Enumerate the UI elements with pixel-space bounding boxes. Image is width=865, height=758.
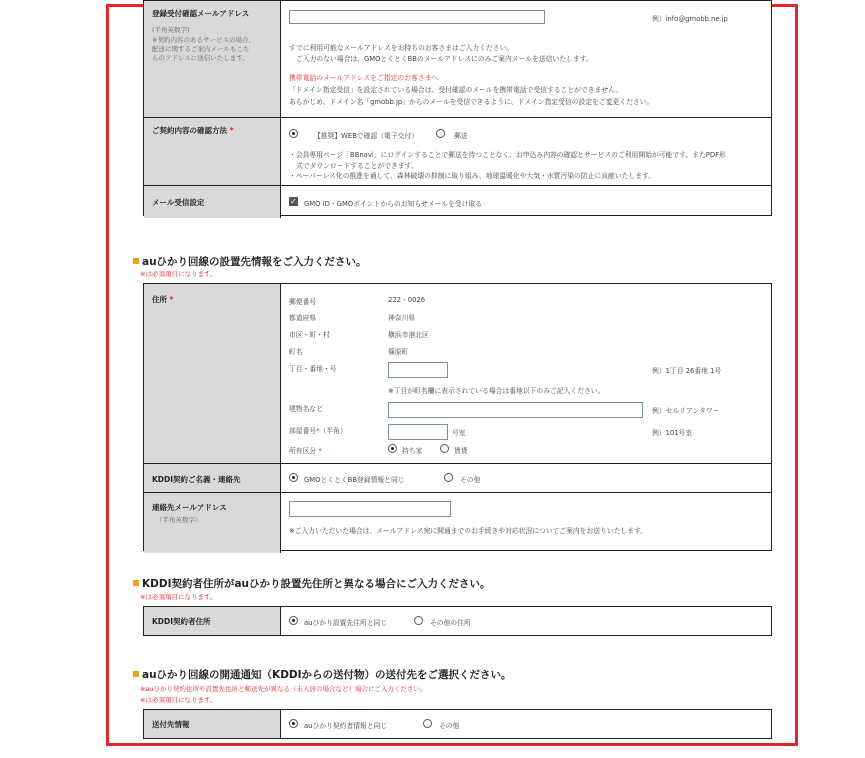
kddi-address-row	[144, 607, 771, 635]
kddi-address-header	[144, 607, 281, 635]
mail-setting-check-label[interactable]: GMO ID・GMOポイントからのお知らせメールを受け取る	[304, 200, 482, 208]
room-suffix: 号室	[452, 429, 466, 437]
confirm-desc3: ・ペーパーレス化の推進を通して、森林破壊の抑制に取り組み、地球温暖化や大気・水質汚染の防止に貢献いたします。	[289, 172, 656, 180]
kddi-contact-same-label[interactable]: GMOとくとくBB登録情報と同じ	[304, 476, 405, 484]
notice-table	[143, 709, 772, 739]
postal-label: 郵便番号	[289, 298, 317, 306]
confirm-mail-radio[interactable]	[436, 129, 445, 138]
notice-same-label[interactable]: auひかり契約者情報と同じ	[304, 722, 388, 730]
contact-email-row	[144, 492, 771, 553]
notice-header	[144, 710, 281, 738]
confirm-mail-label[interactable]: 郵送	[454, 132, 468, 140]
notice-same-radio[interactable]	[289, 719, 298, 728]
mail-setting-checkbox[interactable]: ✓	[290, 197, 297, 206]
kddi-contact-other-label[interactable]: その他	[460, 476, 481, 484]
confirm-row	[144, 117, 771, 186]
install-table	[143, 283, 772, 551]
kddi-address-same-radio[interactable]	[289, 616, 298, 625]
room-label: 部屋番号*（半角）	[289, 427, 347, 435]
email-row	[144, 1, 771, 117]
email-input[interactable]	[289, 10, 545, 24]
notice-row	[144, 710, 771, 738]
email-desc1: すでに利用可能なメールアドレスをお持ちのお客さまはご入力ください。	[289, 44, 514, 52]
install-section-title: auひかり回線の設置先情報をご入力ください。	[133, 254, 367, 269]
address-label: 住所 *	[152, 295, 174, 304]
block-note: ※丁目が町名欄に表示されている場合は番地以下のみご記入ください。	[388, 387, 605, 395]
building-input[interactable]	[388, 402, 643, 418]
owner-rent-radio[interactable]	[440, 444, 449, 453]
kddi-address-same-label[interactable]: auひかり設置先住所と同じ	[304, 619, 388, 627]
kddi-address-table	[143, 606, 772, 636]
address-row	[144, 284, 771, 463]
notice-other-radio[interactable]	[423, 719, 432, 728]
owner-label: 所有区分 *	[289, 447, 322, 455]
mail-setting-header	[144, 186, 281, 218]
contact-email-label: 連絡先メールアドレス	[152, 503, 227, 512]
contact-email-header	[144, 493, 281, 553]
kddi-address-other-radio[interactable]	[414, 616, 423, 625]
mobile-title: 携帯電話のメールアドレスをご指定のお客さまへ	[289, 74, 439, 82]
email-desc2: ご入力のない場合は、GMOとくとくBBのメールアドレスにのみご案内メールを送信いたします。	[296, 55, 593, 63]
town-label: 町名	[289, 348, 303, 356]
mail-setting-row	[144, 185, 771, 218]
kddi-address-required-note: ※は必須項目になります。	[140, 593, 217, 601]
block-input[interactable]	[388, 362, 448, 378]
room-input[interactable]	[388, 424, 448, 440]
email-table	[143, 0, 772, 216]
owner-own-label[interactable]: 持ち家	[402, 447, 423, 455]
notice-section-title: auひかり回線の開通通知（KDDIからの送付物）の送付先をご選択ください。	[133, 667, 512, 682]
building-example: 例）セルリアンタワー	[652, 407, 720, 415]
confirm-label: ご契約内容の確認方法 *	[152, 126, 234, 135]
email-sub2: ※契約内容のあるサービスの場合、	[152, 36, 255, 44]
city-value: 横浜市港北区	[388, 331, 429, 339]
notice-note1: ※auひかり契約住所や設置先住所と郵送先が異なる（未入居の場合など）場合にご入力ください。	[140, 685, 427, 693]
email-sub3: 配送に関するご案内メールもこち	[152, 45, 250, 53]
kddi-contact-label: KDDI契約ご名義・連絡先	[152, 475, 241, 484]
kddi-contact-row	[144, 463, 771, 493]
kddi-contact-other-radio[interactable]	[444, 473, 453, 482]
kddi-address-label: KDDI契約者住所	[152, 617, 211, 626]
mail-setting-label: メール受信設定	[152, 198, 205, 207]
mobile-desc1: 「ドメイン指定受信」を設定されている場合は、受付確認のメールを携帯電話で受信することができません。	[289, 86, 623, 94]
city-label: 市区・町・村	[289, 331, 330, 339]
pref-value: 神奈川県	[388, 314, 416, 322]
kddi-contact-header	[144, 464, 281, 493]
pref-label: 都道府県	[289, 314, 317, 322]
room-example: 例）101号室	[652, 429, 693, 437]
email-sub4: らのアドレスに送信いたします。	[152, 54, 249, 62]
email-example: 例）info@gmobb.ne.jp	[652, 15, 728, 23]
contact-email-input[interactable]	[289, 501, 451, 517]
block-example: 例）1丁目 26番地 1号	[652, 367, 722, 375]
confirm-desc1: ・会員専用ページ「BBnavi」にログインすることで郵送を待つことなく、お申込み内容の確認とサービスのご利用開始が可能です。またPDF形	[289, 151, 726, 159]
notice-other-label[interactable]: その他	[439, 722, 460, 730]
confirm-web-radio[interactable]	[289, 129, 298, 138]
mobile-desc2: あらかじめ、ドメイン名「gmobb.jp」からのメールを受信できるように、ドメイン指定受信の設定をご変更ください。	[289, 98, 654, 106]
contact-email-desc: ※ご入力いただいた場合は、メールアドレス宛に開通までのお手続きや対応状況についてご案内をお送りいたします。	[289, 527, 648, 535]
address-header	[144, 284, 281, 463]
postal-value: 222 - 0026	[388, 296, 426, 304]
contact-email-sub: （半角英数字）	[156, 516, 202, 524]
notice-label: 送付先情報	[152, 720, 190, 729]
owner-rent-label[interactable]: 賃貸	[454, 447, 468, 455]
email-sub1: (半角英数字)	[152, 26, 190, 34]
owner-own-radio[interactable]	[388, 444, 397, 453]
notice-note2: ※は必須項目になります。	[140, 696, 217, 704]
confirm-web-label[interactable]: 【推奨】WEBで確認（電子交付）	[314, 132, 419, 140]
email-label: 登録受付確認メールアドレス	[152, 9, 250, 18]
building-label: 建物名など	[289, 405, 323, 413]
confirm-header	[144, 118, 281, 186]
install-required-note: ※は必須項目になります。	[140, 270, 217, 278]
kddi-address-section-title: KDDI契約者住所がauひかり設置先住所と異なる場合にご入力ください。	[133, 576, 491, 591]
block-label: 丁目・番地・号	[289, 365, 337, 373]
kddi-address-other-label[interactable]: その他の住所	[430, 619, 471, 627]
kddi-contact-same-radio[interactable]	[289, 473, 298, 482]
email-header	[144, 1, 281, 117]
town-value: 篠原町	[388, 348, 409, 356]
confirm-desc2: 式でダウンロードすることができます。	[296, 162, 418, 170]
